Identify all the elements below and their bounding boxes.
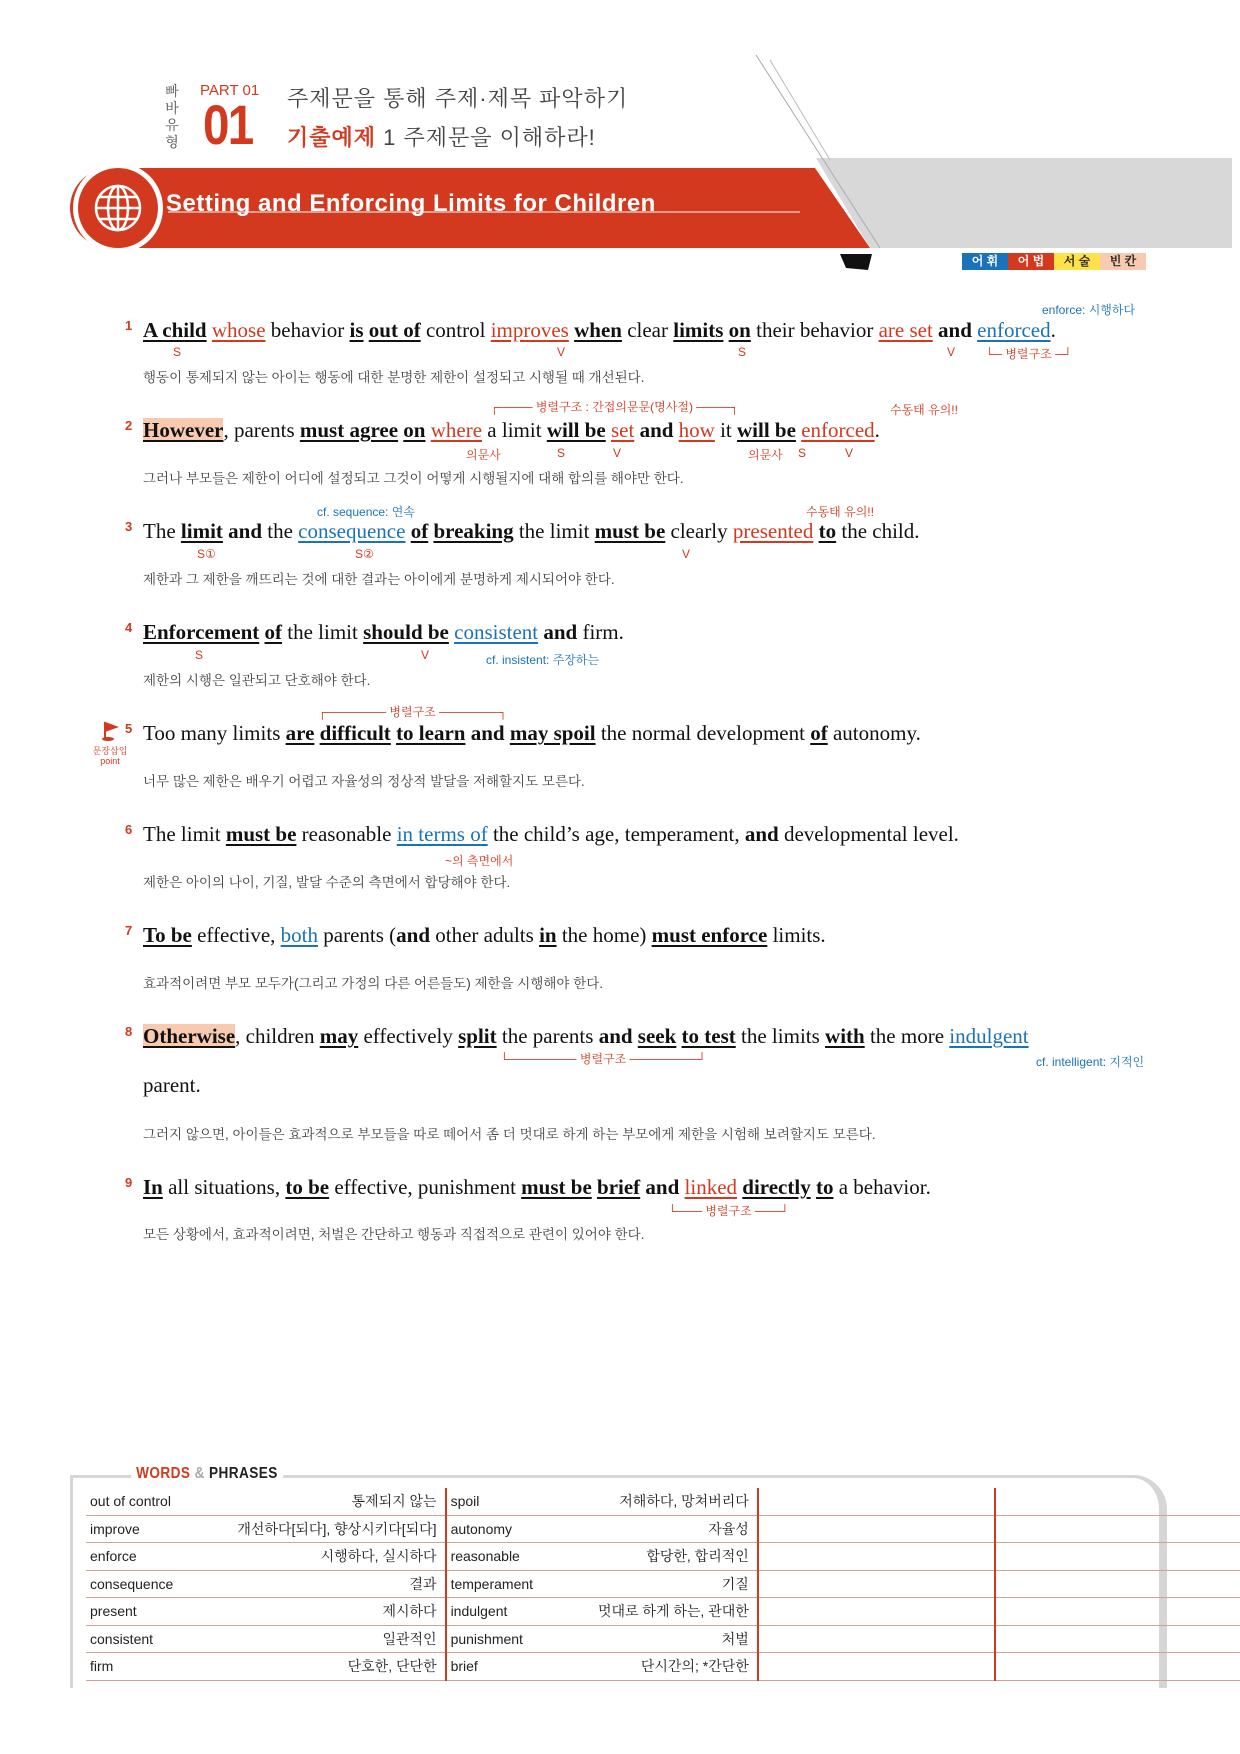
s2-note-parallel: ┌──── 병렬구조 : 간접의문문(명사절) ────┐ [490,400,739,414]
s1-note-enforce: enforce: 시행하다 [1042,303,1136,317]
s4-sentence: Enforcement of the limit should be consistent and firm. [143,620,624,644]
words-row: out of control 통제되지 않는 spoil 저해하다, 망쳐버리다 [86,1488,1240,1515]
s9-sentence: In all situations, to be effective, punishment must be brief and linked directly to a behavior. [143,1175,931,1199]
s5-note-parallel: ┌─────── 병렬구조 ───────┐ [318,705,508,719]
s2-sentence: However, parents must agree on where a limit will be set and how it will be enforced. [143,418,880,442]
s8-parallel: └──────── 병렬구조 ────────┘ [500,1052,707,1066]
s9-translation: 모든 상황에서, 효과적이려면, 처벌은 간단하고 행동과 직접적으로 관련이 있어야 한다. [143,1227,645,1242]
s6-number: 6 [125,822,133,837]
s3-label-s1: S① [197,547,216,561]
s4-label-s: S [195,648,204,662]
s3-translation: 제한과 그 제한을 깨뜨리는 것에 대한 결과는 아이에게 분명하게 제시되어야 한다. [143,572,615,587]
s6-note-terms: ~의 측면에서 [445,854,514,868]
words-row: firm 단호한, 단단한 brief 단시간의; *간단한 [86,1653,1240,1681]
flag-icon [101,721,119,741]
s1-label-v2: V [947,345,956,359]
s5-sentence: Too many limits are difficult to learn and may spoil the normal development of autonomy. [143,721,921,745]
chapter-title: 주제문을 통해 주제·제목 파악하기 [287,86,629,111]
s3-label-v: V [682,547,691,561]
s5-number: 5 [125,721,133,736]
s8-number: 8 [125,1024,133,1039]
s4-note-cf: cf. insistent: 주장하는 [486,653,600,667]
s2-label-v1: V [613,446,622,460]
s9-parallel: └─── 병렬구조 ───┘ [668,1204,790,1218]
s9-number: 9 [125,1175,133,1190]
s1-number: 1 [125,318,133,333]
s2-label-q1: 의문사 [466,448,501,462]
section-title: 기출예제 1 주제문을 이해하라! [287,125,596,150]
tag-writing: 서 술 [1054,253,1100,270]
s3-note-cf: cf. sequence: 연속 [317,505,415,519]
s2-label-s2: S [798,446,807,460]
s2-translation: 그러나 부모들은 제한이 어디에 설정되고 그것이 어떻게 시행될지에 대해 합의를 해야만 한다. [143,471,684,486]
s8-sentence: Otherwise, children may effectively split the parents and seek to test the limits with the more indulgent [143,1024,1029,1048]
s2-label-s1: S [557,446,566,460]
s6-translation: 제한은 아이의 나이, 기질, 발달 수준의 측면에서 합당해야 한다. [143,875,511,890]
words-title: WORDS & PHRASES [131,1465,283,1483]
words-table [86,1488,1240,1681]
insertion-point-marker: 문장삽입 point [90,721,130,766]
s1-label-v: V [557,345,566,359]
s7-number: 7 [125,923,133,938]
s3-sentence: The limit and the consequence of breaking the limit must be clearly presented to the child. [143,519,920,543]
words-row: present 제시하다 indulgent 멋대로 하게 하는, 관대한 [86,1598,1240,1626]
s1-label-s: S [173,345,182,359]
s7-translation: 효과적이려면 부모 모두가(그리고 가정의 다른 어른들도) 제한을 시행해야 한다. [143,976,604,991]
s1-sentence: A child whose behavior is out of control improves when clear limits on their behavior are set and enforced. [143,318,1056,342]
words-row: enforce 시행하다, 실시하다 reasonable 합당한, 합리적인 [86,1543,1240,1571]
s1-label-s2: S [738,345,747,359]
s2-number: 2 [125,418,133,433]
s1-translation: 행동이 통제되지 않는 아이는 행동에 대한 분명한 제한이 설정되고 시행될 때 개선된다. [143,370,645,385]
s2-label-q2: 의문사 [748,448,783,462]
s2-note-passive: 수동태 유의!! [890,403,958,417]
s7-sentence: To be effective, both parents (and other adults in the home) must enforce limits. [143,923,826,947]
s2-label-v2: V [845,446,854,460]
s1-parallel: └─ 병렬구조 ─┘ [985,347,1073,361]
s5-translation: 너무 많은 제한은 배우기 어렵고 자율성의 정상적 발달을 저해할지도 모른다. [143,774,585,789]
globe-icon [96,186,140,230]
part-label: PART 01 [200,82,260,99]
passage-title: Setting and Enforcing Limits for Children [166,190,656,217]
s8-sentence-cont: parent. [143,1073,201,1097]
words-row: improve 개선하다[되다], 향상시키다[되다] autonomy 자율성 [86,1515,1240,1543]
tag-grammar: 어 법 [1008,253,1054,270]
tag-vocab: 어 휘 [962,253,1008,270]
s3-label-s2: S② [355,547,374,561]
words-row: consistent 일관적인 punishment 처벌 [86,1625,1240,1653]
tag-blank: 빈 칸 [1100,253,1146,270]
s4-label-v: V [421,648,430,662]
s4-translation: 제한의 시행은 일관되고 단호해야 한다. [143,673,371,688]
words-row: consequence 결과 temperament 기질 [86,1570,1240,1598]
s8-note-cf: cf. intelligent: 지적인 [1036,1055,1145,1069]
s3-note-passive: 수동태 유의!! [806,505,874,519]
chapter-number: 01 [203,93,253,156]
vertical-label: 빠 바 유 형 [165,83,179,150]
s4-number: 4 [125,620,133,635]
s3-number: 3 [125,519,133,534]
s8-translation: 그러지 않으면, 아이들은 효과적으로 부모들을 따로 떼어서 좀 더 멋대로 하게 하는 부모에게 제한을 시험해 보려할지도 모른다. [143,1127,876,1142]
skill-tags [962,253,1146,270]
s6-sentence: The limit must be reasonable in terms of the child’s age, temperament, and developmental level. [143,822,959,846]
